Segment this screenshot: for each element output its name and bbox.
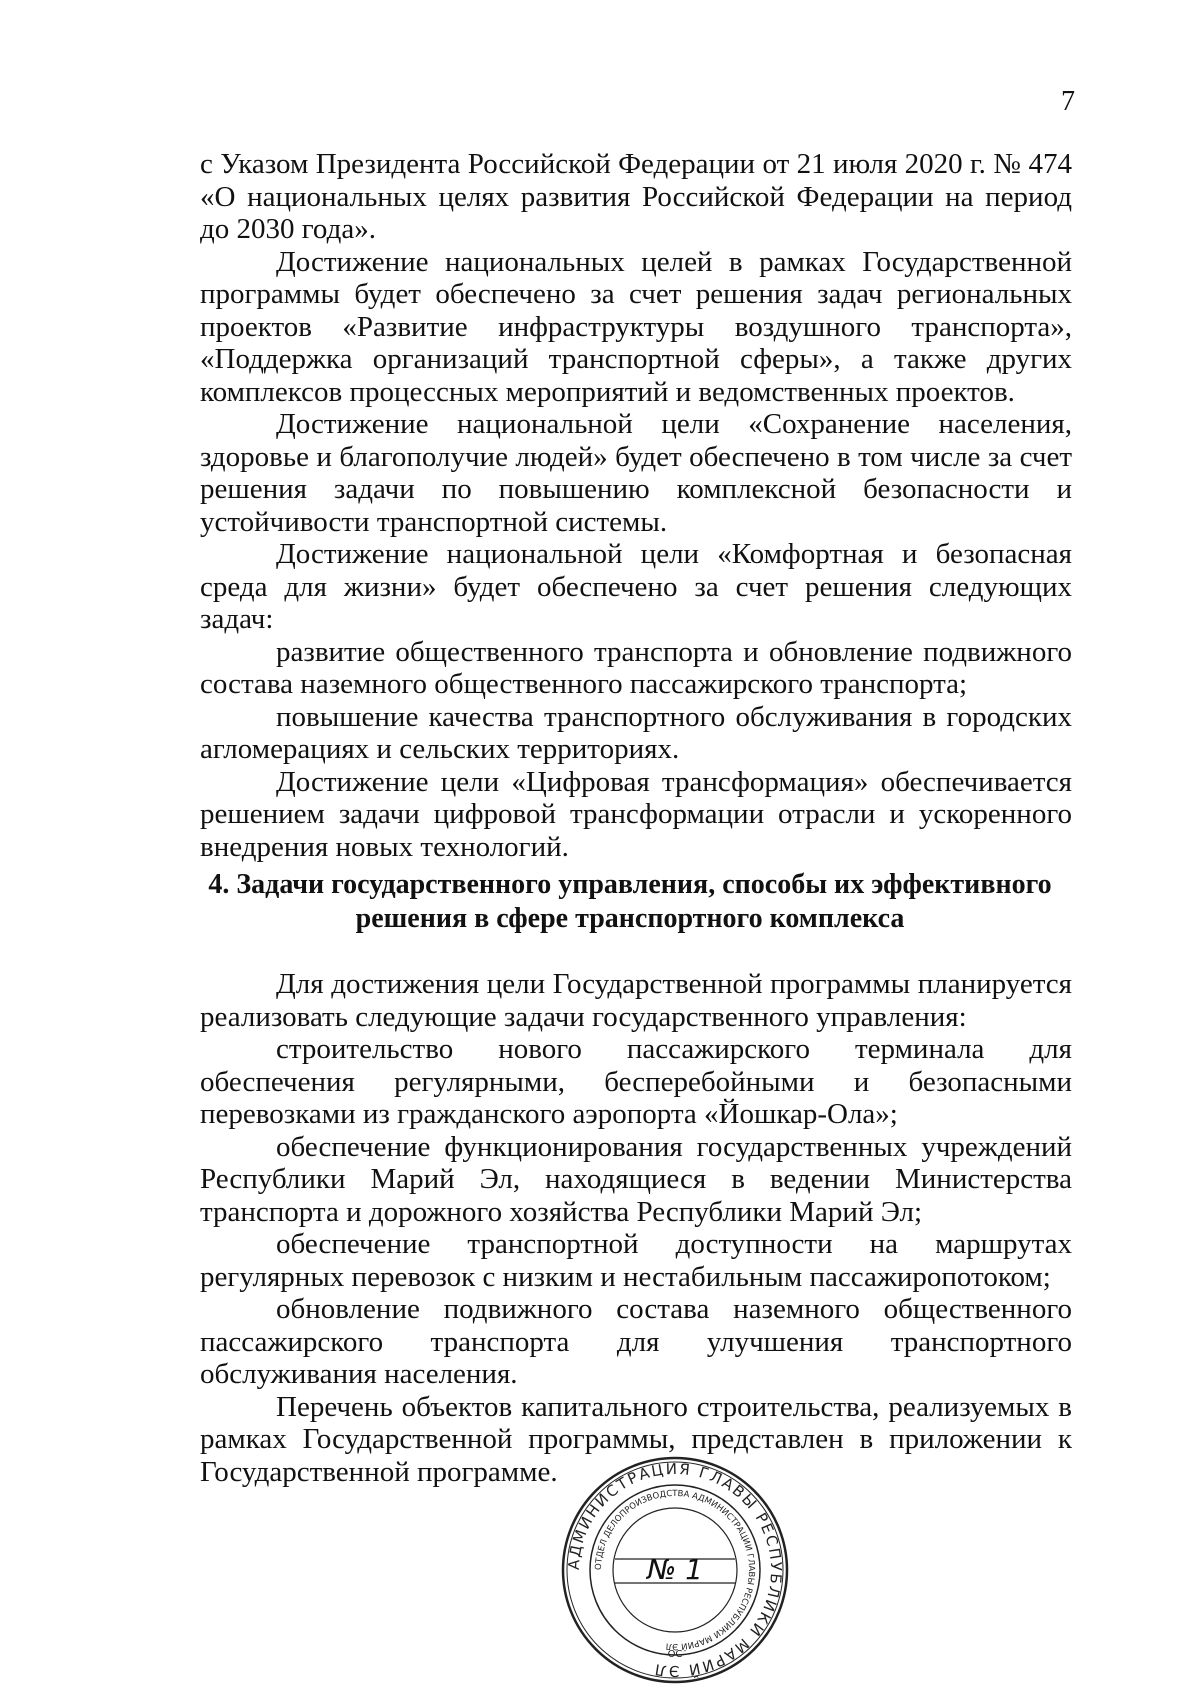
paragraph: развитие общественного транспорта и обновление подвижного состава наземного общественного пассажирского транспорта; xyxy=(200,635,1072,700)
official-stamp xyxy=(560,1455,790,1685)
paragraph: строительство нового пассажирского терминала для обеспечения регулярными, бесперебойными и безопасными перевозками из гражданского аэропорта «Йошкар-Ола»; xyxy=(200,1033,1072,1130)
stamp-outer-text: АДМИНИСТРАЦИЯ ГЛАВЫ РЕСПУБЛИКИ МАРИЙ ЭЛ xyxy=(564,1459,786,1681)
section-heading xyxy=(180,868,1080,936)
paragraph: повышение качества транспортного обслуживания в городских агломерациях и сельских территориях. xyxy=(200,700,1072,765)
body-text-bottom xyxy=(200,968,1072,1488)
paragraph: Достижение национальной цели «Комфортная и безопасная среда для жизни» будет обеспечено за счет решения следующих задач: xyxy=(200,538,1072,635)
section-heading-line-2: решения в сфере транспортного комплекса xyxy=(355,903,905,934)
paragraph: обновление подвижного состава наземного общественного пассажирского транспорта для улучшения транспортного обслуживания населения. xyxy=(200,1293,1072,1390)
page-number: 7 xyxy=(1061,86,1075,117)
paragraph: Достижение национальной цели «Сохранение населения, здоровье и благополучие людей» будет обеспечено в том числе за счет решения задачи по повышению комплексной безопасности и устойчивости транспортной системы. xyxy=(200,408,1072,538)
paragraph: обеспечение транспортной доступности на маршрутах регулярных перевозок с низким и нестабильным пассажиропотоком; xyxy=(200,1228,1072,1293)
stamp-seal xyxy=(560,1455,790,1685)
paragraph: Для достижения цели Государственной программы планируется реализовать следующие задачи государственного управления: xyxy=(200,968,1072,1033)
stamp-number: № 1 xyxy=(647,1553,703,1586)
paragraph: Достижение национальных целей в рамках Государственной программы будет обеспечено за счет решения задач региональных проектов «Развитие инфраструктуры воздушного транспорта», «Поддержка организаций транспортной сферы», а также других комплексов процессных мероприятий и ведомственных проектов. xyxy=(200,245,1072,408)
stamp-bottom-text: ОС xyxy=(667,1649,683,1660)
paragraph: Перечень объектов капитального строительства, реализуемых в рамках Государственной программы, представлен в приложении к Государственной программе. xyxy=(200,1390,1072,1488)
paragraph: с Указом Президента Российской Федерации от 21 июля 2020 г. № 474 «О национальных целях развития Российской Федерации на период до 2030 года». xyxy=(200,148,1072,245)
stamp-inner-text: ОТДЕЛ ДЕЛОПРОИЗВОДСТВА АДМИНИСТРАЦИИ ГЛАВЫ РЕСПУБЛИКИ МАРИЙ ЭЛ xyxy=(593,1488,757,1652)
section-heading-line-1: 4. Задачи государственного управления, способы их эффективного xyxy=(208,869,1052,900)
paragraph: Достижение цели «Цифровая трансформация» обеспечивается решением задачи цифровой трансформации отрасли и ускоренного внедрения новых технологий. xyxy=(200,765,1072,863)
paragraph: обеспечение функционирования государственных учреждений Республики Марий Эл, находящиеся в ведении Министерства транспорта и дорожного хозяйства Республики Марий Эл; xyxy=(200,1130,1072,1228)
body-text-top xyxy=(200,148,1072,863)
